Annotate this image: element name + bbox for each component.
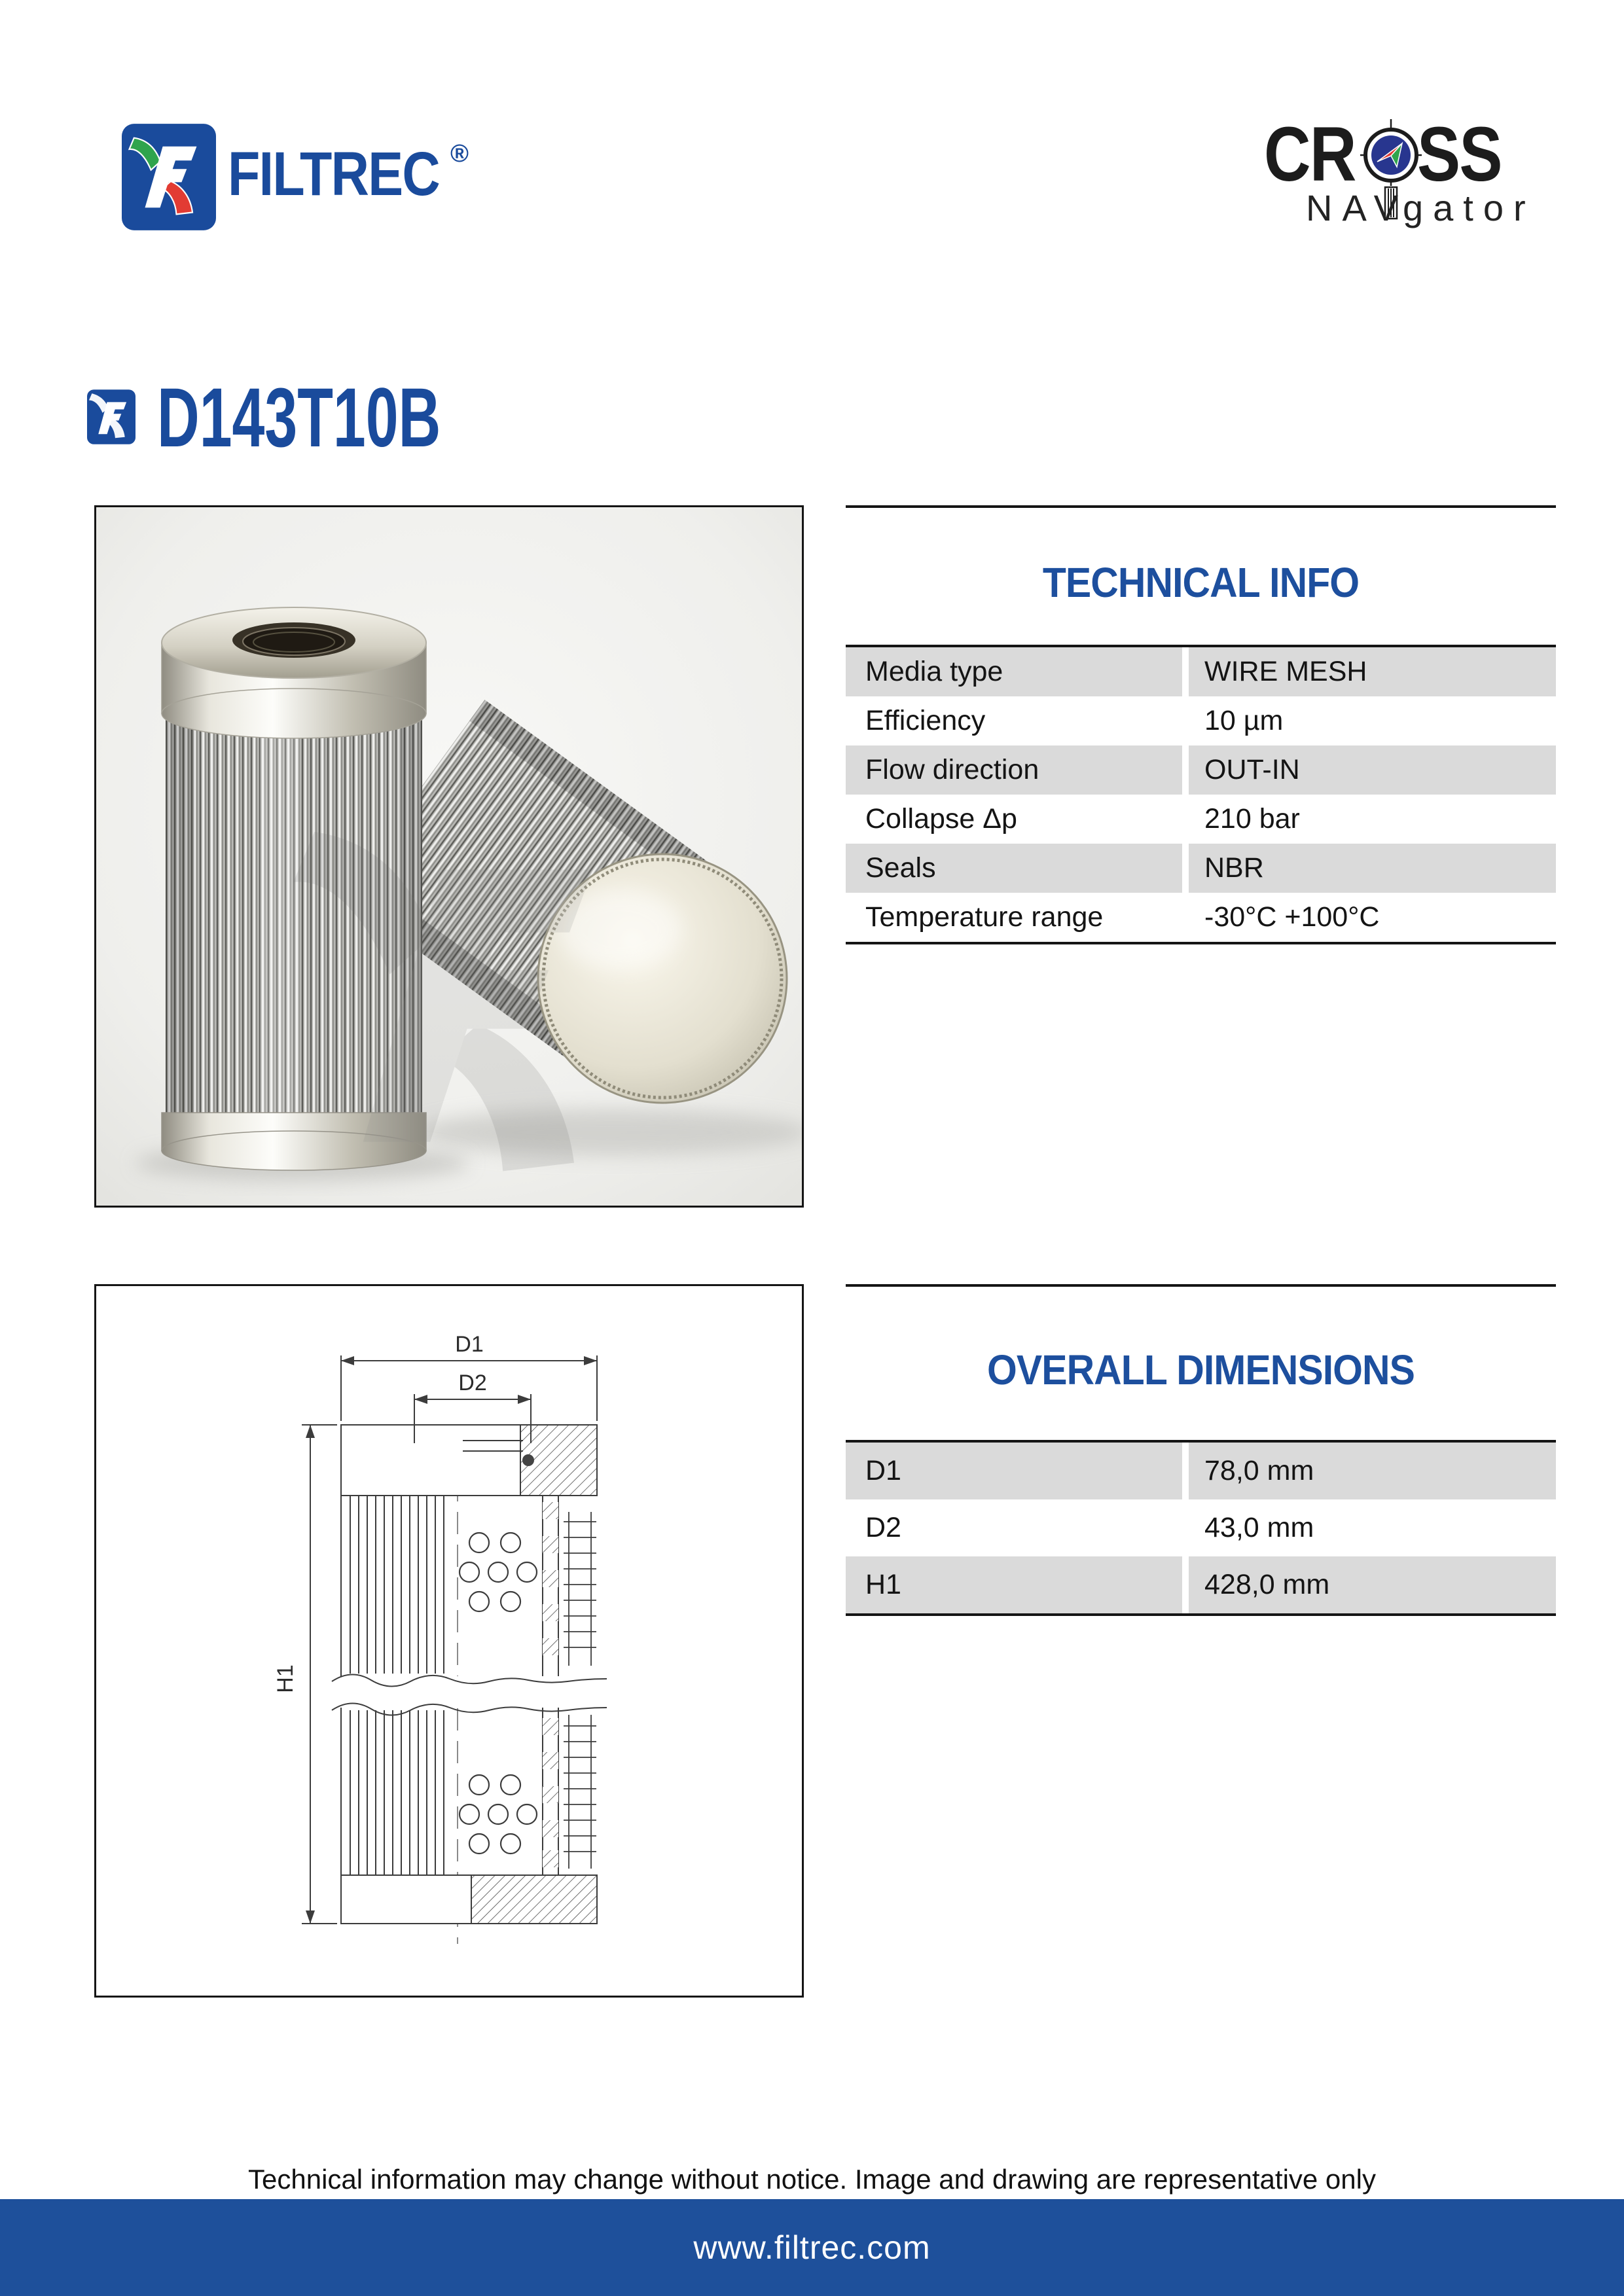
- column-gap: [1182, 696, 1189, 745]
- overall-dimensions-title: OVERALL DIMENSIONS: [987, 1346, 1415, 1393]
- spec-value: OUT-IN: [1189, 745, 1556, 795]
- table-row: [846, 1499, 1556, 1556]
- spec-label: Temperature range: [865, 901, 1104, 933]
- technical-info-title: TECHNICAL INFO: [1042, 559, 1360, 606]
- navigator-text-left: NAV: [1306, 187, 1408, 228]
- spec-value: WIRE MESH: [1189, 647, 1556, 696]
- technical-info-table: [846, 645, 1556, 944]
- spec-value: NBR: [1189, 844, 1556, 893]
- cross-navigator-logo: [1260, 111, 1536, 228]
- spec-label: Media type: [846, 647, 1182, 696]
- product-code-title: D143T10B: [157, 371, 441, 465]
- dimension-value: 43,0 mm: [1204, 1512, 1314, 1543]
- footer-bar: [0, 2199, 1624, 2296]
- dimension-value: 78,0 mm: [1189, 1443, 1556, 1499]
- column-gap: [1182, 1499, 1189, 1556]
- dimension-label: D1: [846, 1443, 1182, 1499]
- disclaimer-text: Technical information may change without notice. Image and drawing are representative only: [248, 2164, 1376, 2195]
- website-url: www.filtrec.com: [693, 2229, 931, 2266]
- column-gap: [1182, 795, 1189, 844]
- spec-value: -30°C +100°C: [1204, 901, 1380, 933]
- technical-drawing: [94, 1284, 804, 1998]
- cross-logo-text-right: SS: [1417, 111, 1502, 198]
- table-row: [846, 696, 1556, 745]
- cross-logo-text-left: CR: [1264, 111, 1356, 198]
- dimension-label: D2: [865, 1512, 901, 1543]
- spec-value: 10 µm: [1204, 705, 1284, 736]
- product-title-icon: [87, 383, 135, 451]
- section-divider-dimensions: [846, 1284, 1556, 1287]
- drawing-label-d1: D1: [455, 1332, 484, 1357]
- drawing-label-d2: D2: [458, 1371, 487, 1395]
- column-gap: [1182, 647, 1189, 696]
- overall-dimensions-table: [846, 1440, 1556, 1616]
- filtrec-wordmark: FILTREC: [228, 139, 440, 209]
- table-row: [846, 1443, 1556, 1499]
- column-gap: [1182, 1443, 1189, 1499]
- table-row: [846, 795, 1556, 844]
- column-gap: [1182, 745, 1189, 795]
- column-gap: [1182, 1556, 1189, 1613]
- spec-value: 210 bar: [1204, 803, 1300, 834]
- navigator-text-right: gator: [1403, 187, 1536, 228]
- spec-label: Flow direction: [846, 745, 1182, 795]
- dimension-value: 428,0 mm: [1189, 1556, 1556, 1613]
- drawing-label-h1: H1: [273, 1664, 298, 1693]
- section-divider-technical: [846, 505, 1556, 508]
- product-photo: [94, 505, 804, 1208]
- column-gap: [1182, 893, 1189, 942]
- filter-elements-photo-illustration: [96, 507, 802, 1206]
- table-row: [846, 745, 1556, 795]
- table-row: [846, 893, 1556, 942]
- dimension-label: H1: [846, 1556, 1182, 1613]
- spec-label: Efficiency: [865, 705, 986, 736]
- spec-label: Collapse Δp: [865, 803, 1017, 834]
- table-row: [846, 647, 1556, 696]
- registered-trademark: ®: [450, 140, 469, 168]
- filtrec-logo-icon: [122, 124, 216, 230]
- spec-label: Seals: [846, 844, 1182, 893]
- table-row: [846, 844, 1556, 893]
- filter-cross-section-drawing: [96, 1286, 802, 1996]
- table-row: [846, 1556, 1556, 1613]
- column-gap: [1182, 844, 1189, 893]
